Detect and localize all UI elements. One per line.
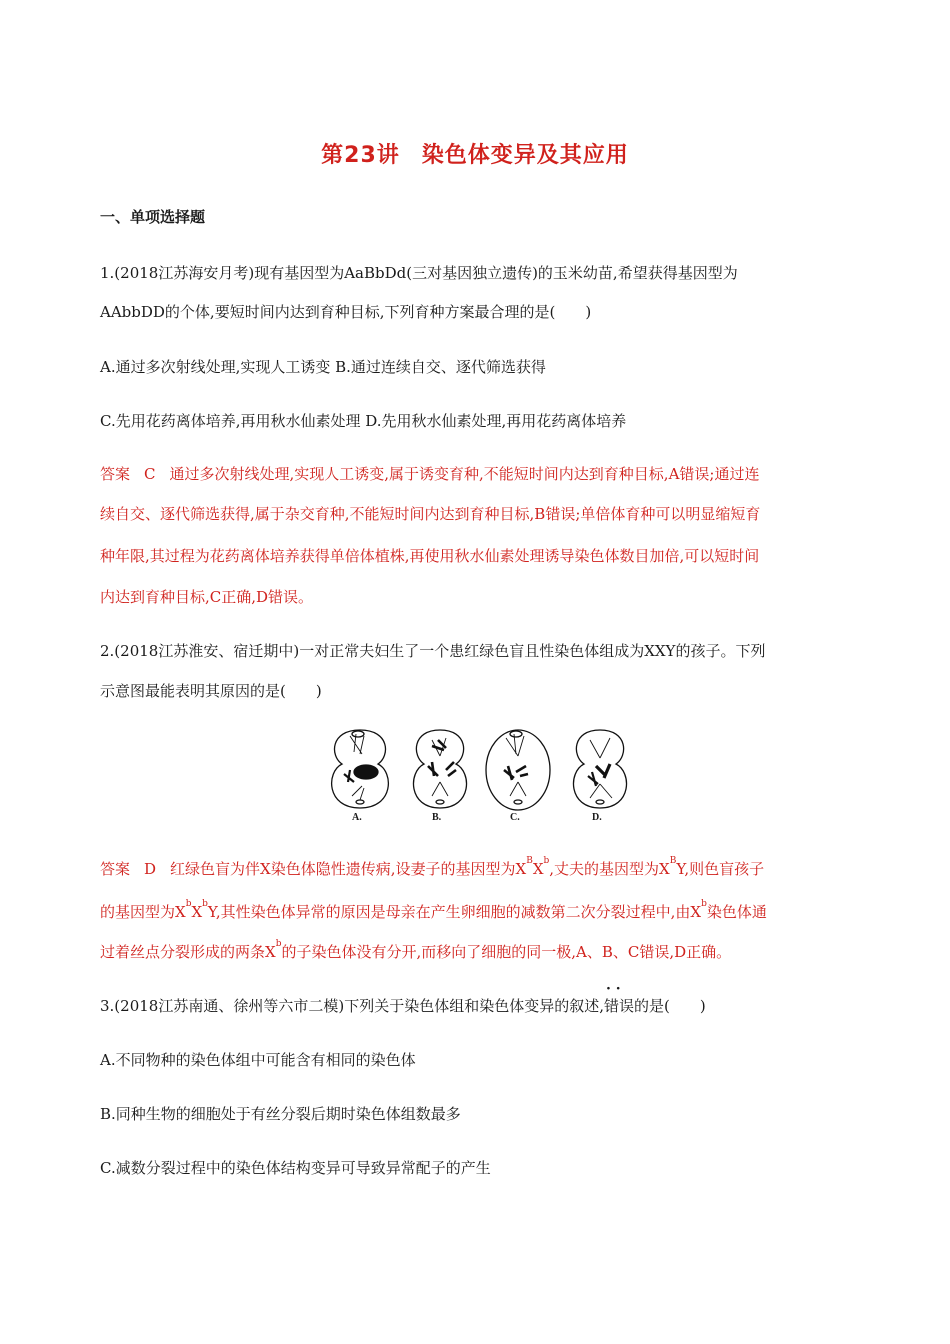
q1-answer-line1: 答案 C 通过多次射线处理,实现人工诱变,属于诱变育种,不能短时间内达到育种目标,A错误;通过连 <box>100 465 760 483</box>
q1-stem-line2: AAbbDD的个体,要短时间内达到育种目标,下列育种方案最合理的是( ) <box>100 303 592 321</box>
label-a: A. <box>352 812 362 823</box>
cell-d <box>573 730 626 808</box>
lecture-number: 第23讲 <box>321 143 400 168</box>
answer-key: D <box>144 860 157 878</box>
cell-division-figure <box>320 726 650 826</box>
q3-option-a: A.不同物种的染色体组中可能含有相同的染色体 <box>100 1051 416 1069</box>
q1-stem-line1: 1.(2018江苏海安月考)现有基因型为AaBbDd(三对基因独立遗传)的玉米幼苗,希望获得基因型为 <box>100 264 738 282</box>
emphasis-dotted: · · 错误 <box>604 995 634 1016</box>
label-c: C. <box>510 812 520 823</box>
q2-answer-line2: 的基因型为$X^bX^bY$,其性染色体异常的原因是母亲在产生卵细胞的减数第二次分裂过程中,由$X^b$染色体通 <box>100 899 767 921</box>
q2-answer-line3: 过着丝点分裂形成的两条$X^b$的子染色体没有分开,而移向了细胞的同一极,A、B、C错误,D正确。 <box>100 939 732 961</box>
q1-options-ab: A.通过多次射线处理,实现人工诱变 B.通过连续自交、逐代筛选获得 <box>100 358 546 376</box>
q3-option-b: B.同种生物的细胞处于有丝分裂后期时染色体组数最多 <box>100 1105 461 1123</box>
label-d: D. <box>592 812 602 823</box>
q1-answer-line4: 内达到育种目标,C正确,D错误。 <box>100 588 314 606</box>
answer-label: 答案 <box>100 465 131 483</box>
q1-options-cd: C.先用花药离体培养,再用秋水仙素处理 D.先用秋水仙素处理,再用花药离体培养 <box>100 412 627 430</box>
answer-label: 答案 <box>100 860 131 878</box>
q1-answer-line2: 续自交、逐代筛选获得,属于杂交育种,不能短时间内达到育种目标,B错误;单倍体育种可以明显缩短育 <box>100 505 761 523</box>
q3-option-c: C.减数分裂过程中的染色体结构变异可导致异常配子的产生 <box>100 1159 491 1177</box>
q3-stem: 3.(2018江苏南通、徐州等六市二模)下列关于染色体组和染色体变异的叙述,· · 错误的是( ) <box>100 995 706 1016</box>
page-title <box>0 138 950 169</box>
lecture-topic: 染色体变异及其应用 <box>421 143 629 168</box>
cell-a <box>332 730 389 808</box>
q2-stem-line1: 2.(2018江苏淮安、宿迁期中)一对正常夫妇生了一个患红绿色盲且性染色体组成为XXY的孩子。下列 <box>100 642 766 660</box>
cell-diagrams-svg <box>320 726 650 826</box>
q1-answer-line3: 种年限,其过程为花药离体培养获得单倍体植株,再使用秋水仙素处理诱导染色体数目加倍,可以短时间 <box>100 547 760 565</box>
cell-c <box>486 730 550 810</box>
answer-key: C <box>144 465 156 483</box>
label-b: B. <box>432 812 442 823</box>
q2-stem-line2: 示意图最能表明其原因的是( ) <box>100 682 322 700</box>
cell-b <box>413 730 466 808</box>
section-heading: 一、单项选择题 <box>100 208 206 226</box>
q2-answer-line1: 答案 D 红绿色盲为伴X染色体隐性遗传病,设妻子的基因型为$X^BX^b$,丈夫的基因型为$X^BY$,则色盲孩子 <box>100 856 765 878</box>
